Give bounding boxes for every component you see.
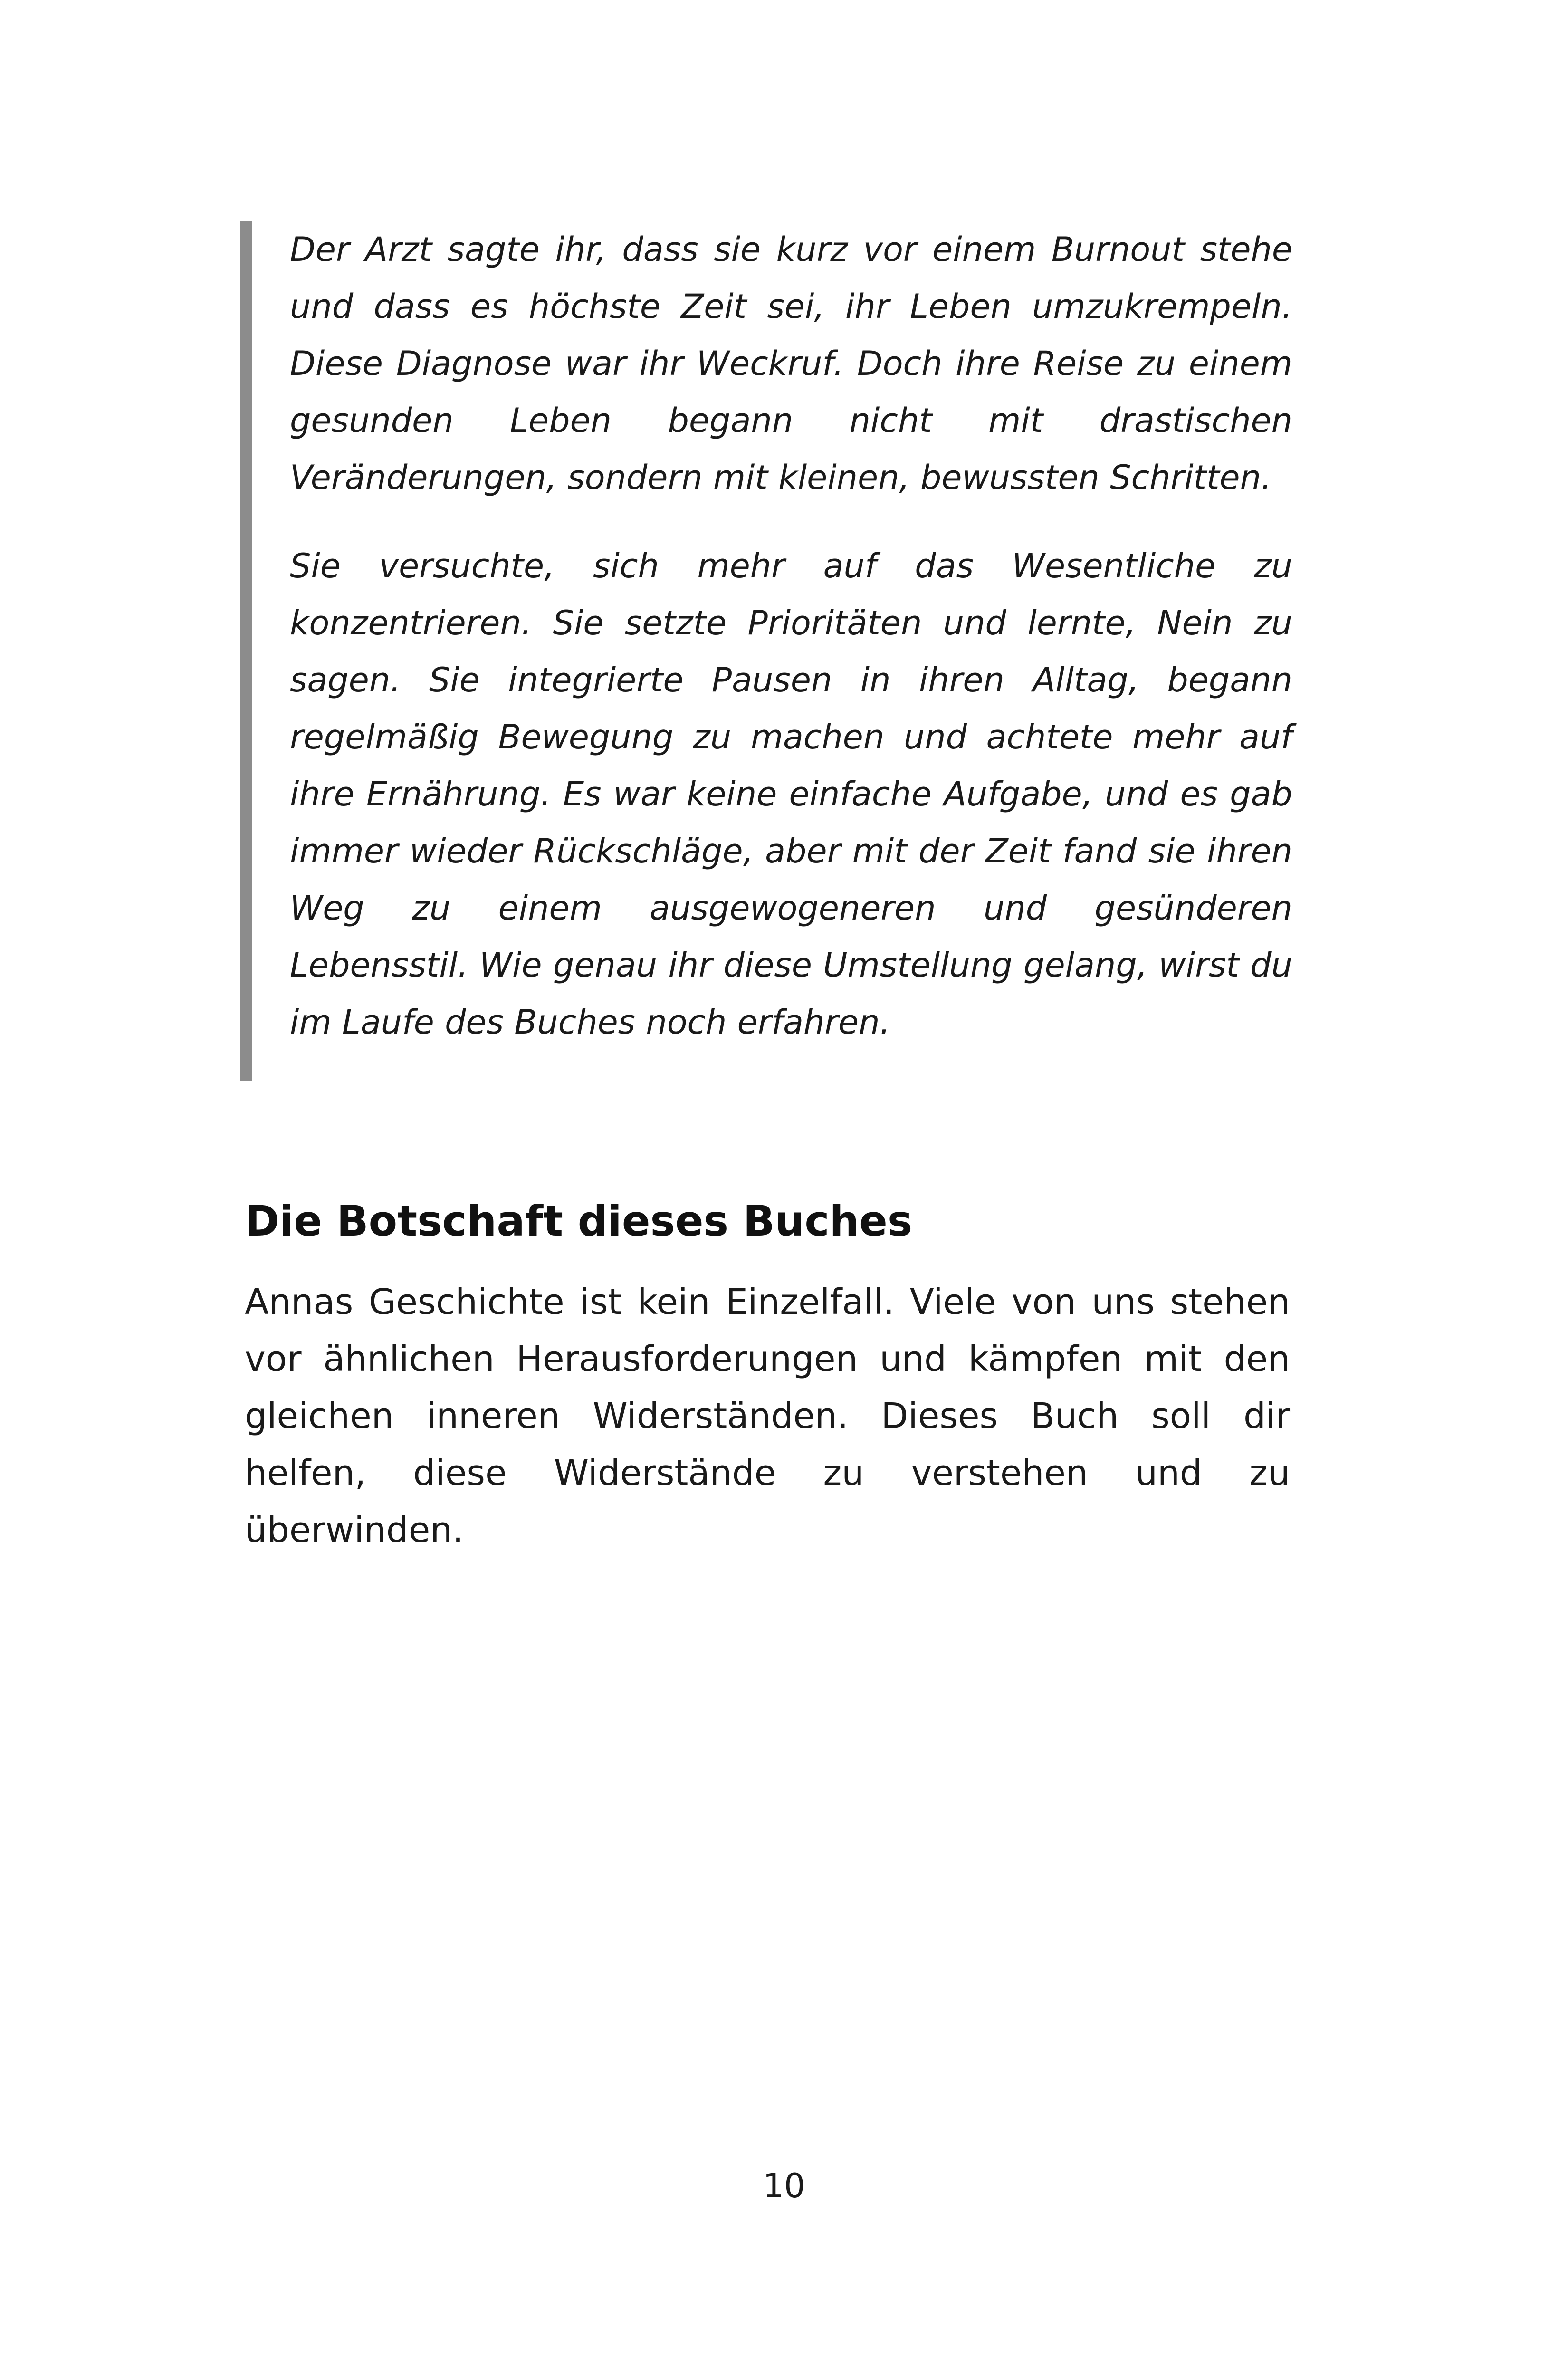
quote-paragraph-2: Sie versuchte, sich mehr auf das Wesentliche zu konzentrieren. Sie setzte Prioritäten und lernte, Nein zu sagen. Sie integrierte Pausen in ihren Alltag, begann regelmäßig Bewegung zu machen und achtete mehr auf ihre Ernährung. Es war keine einfache Aufgabe, und es gab immer wieder Rückschläge, aber mit der Zeit fand sie ihren Weg zu einem ausgewogeneren und gesünderen Lebensstil. Wie genau ihr diese Umstellung gelang, wirst du im Laufe des Buches noch erfahren. xyxy=(290,546,1292,1042)
section-body-paragraph: Annas Geschichte ist kein Einzelfall. Viele von uns stehen vor ähnlichen Herausforderungen und kämpfen mit den gleichen inneren Widerständen. Dieses Buch soll dir helfen, diese Widerstände zu verstehen und zu überwinden. xyxy=(245,1282,1290,1551)
quote-paragraph-1: Der Arzt sagte ihr, dass sie kurz vor einem Burnout stehe und dass es höchste Zeit sei, ihr Leben umzukrempeln. Diese Diagnose war ihr Weckruf. Doch ihre Reise zu einem gesunden Leben begann nicht mit drastischen Veränderungen, sondern mit kleinen, bewussten Schritten. xyxy=(290,230,1292,497)
page-number: 10 xyxy=(763,2166,805,2205)
blockquote-text xyxy=(290,221,1292,1051)
blockquote xyxy=(240,221,1290,1081)
section-heading: Die Botschaft dieses Buches xyxy=(245,1197,913,1245)
